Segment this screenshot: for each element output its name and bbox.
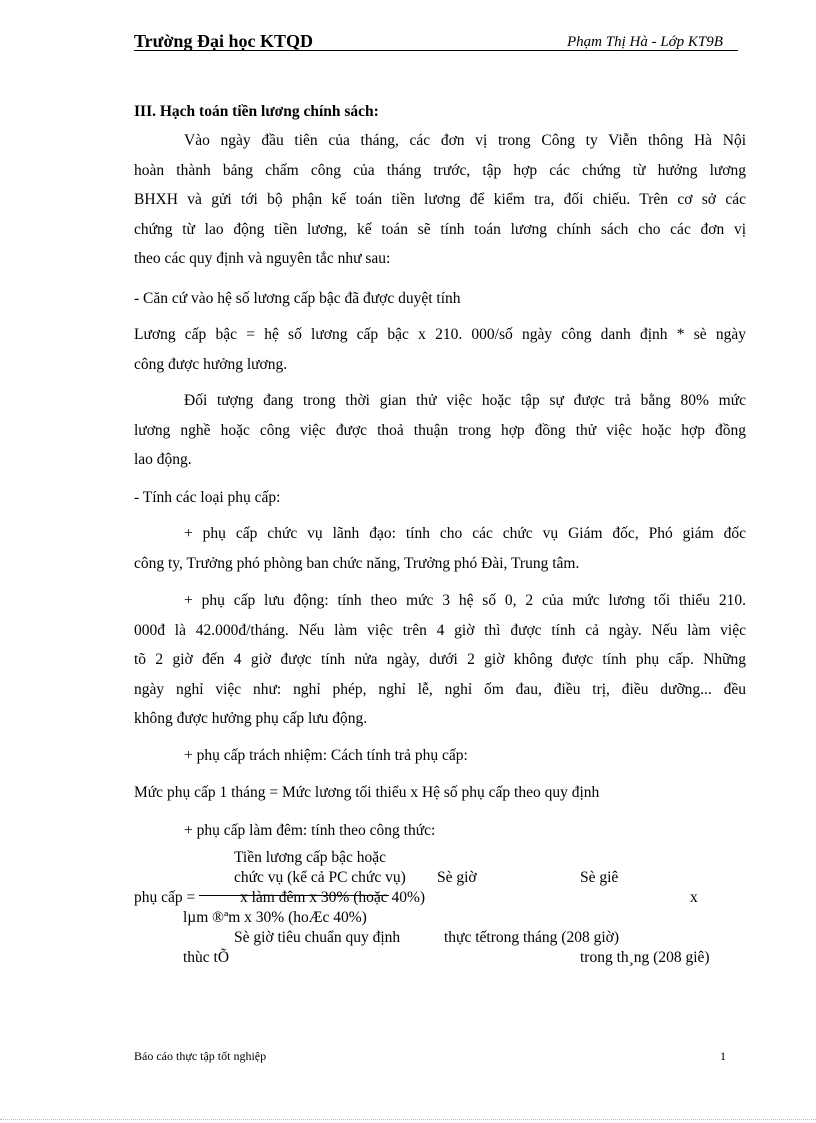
paragraph-monthly-allowance bbox=[134, 778, 746, 808]
text-line: 000đ là 42.000đ/tháng. Nếu làm việc trên 4 giờ thì được tính cả ngày. Nếu làm việc bbox=[134, 621, 746, 639]
text-line: + phụ cấp chức vụ lãnh đạo: tính cho các chức vụ Giám đốc, Phó giám đốc bbox=[184, 525, 746, 542]
paragraph-night-allowance bbox=[134, 816, 746, 846]
text-line: + phụ cấp làm đêm: tính theo công thức: bbox=[184, 822, 436, 839]
formula-denominator-line1: Sè giờ tiêu chuẩn quy định bbox=[234, 929, 401, 946]
text-line: công được hưởng lương. bbox=[134, 355, 288, 373]
header-rule bbox=[134, 50, 738, 51]
header-author: Phạm Thị Hà - Lớp KT9B bbox=[567, 34, 723, 50]
page-bottom-edge bbox=[0, 1119, 816, 1120]
formula-garbled-line: lµm ®ªm x 30% (hoÆc 40%) bbox=[183, 909, 367, 926]
text-line: - Căn cứ vào hệ số lương cấp bậc đã được duyệt tính bbox=[134, 290, 461, 307]
text-line: Mức phụ cấp 1 tháng = Mức lương tối thiểu x Hệ số phụ cấp theo quy định bbox=[134, 784, 600, 801]
formula-numerator-line1: Tiền lương cấp bậc hoặc bbox=[234, 849, 387, 866]
paragraph-probation bbox=[134, 386, 746, 475]
formula-night-multiplier: x làm đêm x 30% (hoặc 40%) bbox=[240, 889, 426, 906]
text-line: chứng từ lao động tiền lương, kế toán sẽ tính toán lương chính sách cho các đơn vị bbox=[134, 220, 746, 238]
text-line: ngày nghỉ việc như: nghỉ phép, nghỉ lễ, nghỉ ốm đau, điều trị, điều dưỡng... đều bbox=[134, 680, 746, 698]
formula-times: x bbox=[690, 889, 698, 906]
text-line: lao động. bbox=[134, 451, 192, 468]
footer-page-number: 1 bbox=[720, 1049, 726, 1063]
paragraph-intro bbox=[134, 126, 746, 274]
paragraph-responsibility-allowance bbox=[134, 741, 746, 771]
text-line: tõ 2 giờ đến 4 giờ được tính nửa ngày, dưới 2 giờ không được tính phụ cấp. Những bbox=[134, 651, 746, 668]
paragraph-leadership-allowance bbox=[134, 519, 746, 578]
formula-numerator-line2: chức vụ (kể cả PC chức vụ) bbox=[234, 869, 406, 886]
text-line: công ty, Trưởng phó phòng ban chức năng, Trưởng phó Đài, Trung tâm. bbox=[134, 554, 580, 572]
paragraph-mobile-allowance bbox=[134, 586, 746, 734]
formula-lhs: phụ cấp = bbox=[134, 889, 196, 906]
text-line: + phụ cấp lưu động: tính theo mức 3 hệ số 0, 2 của mức lương tối thiểu 210. bbox=[184, 592, 746, 609]
text-line: + phụ cấp trách nhiệm: Cách tính trả phụ cấp: bbox=[184, 747, 468, 764]
text-line: hoàn thành bảng chấm công của tháng trước, tập hợp các chứng từ hưởng lương bbox=[134, 161, 746, 179]
formula-denominator-right: trong th¸ng (208 giê) bbox=[580, 949, 710, 966]
text-line: lương nghề hoặc công việc được thoả thuận trong hợp đồng thử việc hoặc hợp đồng bbox=[134, 421, 746, 439]
footer-report-title: Báo cáo thực tập tốt nghiệp bbox=[134, 1049, 267, 1063]
section-title: III. Hạch toán tiền lương chính sách: bbox=[134, 103, 379, 120]
paragraph-allowances bbox=[134, 483, 746, 513]
text-line: theo các quy định và nguyên tắc như sau: bbox=[134, 250, 391, 267]
paragraph-grade-salary bbox=[134, 320, 746, 379]
formula-hours: Sè giờ bbox=[437, 869, 477, 886]
formula-fraction-rule bbox=[199, 895, 389, 896]
formula-denominator-actual: thực tếtrong tháng (208 giờ) bbox=[444, 929, 620, 946]
text-line: Vào ngày đầu tiên của tháng, các đơn vị trong Công ty Viễn thông Hà Nội bbox=[184, 132, 746, 149]
text-line: không được hưởng phụ cấp lưu động. bbox=[134, 710, 368, 727]
formula-hours-right: Sè giê bbox=[580, 869, 619, 886]
text-line: Đối tượng đang trong thời gian thử việc hoặc tập sự được trả bằng 80% mức bbox=[184, 392, 746, 409]
formula-denominator-left: thùc tÕ bbox=[183, 949, 230, 966]
header-school: Trường Đại học KTQD bbox=[134, 31, 313, 51]
text-line: - Tính các loại phụ cấp: bbox=[134, 489, 281, 506]
text-line: Lương cấp bậc = hệ số lương cấp bậc x 210. 000/số ngày công danh định * sè ngày bbox=[134, 326, 746, 343]
text-line: BHXH và gửi tới bộ phận kế toán tiền lương để kiểm tra, đối chiếu. Trên cơ sở các bbox=[134, 191, 746, 208]
paragraph-basis bbox=[134, 284, 746, 314]
